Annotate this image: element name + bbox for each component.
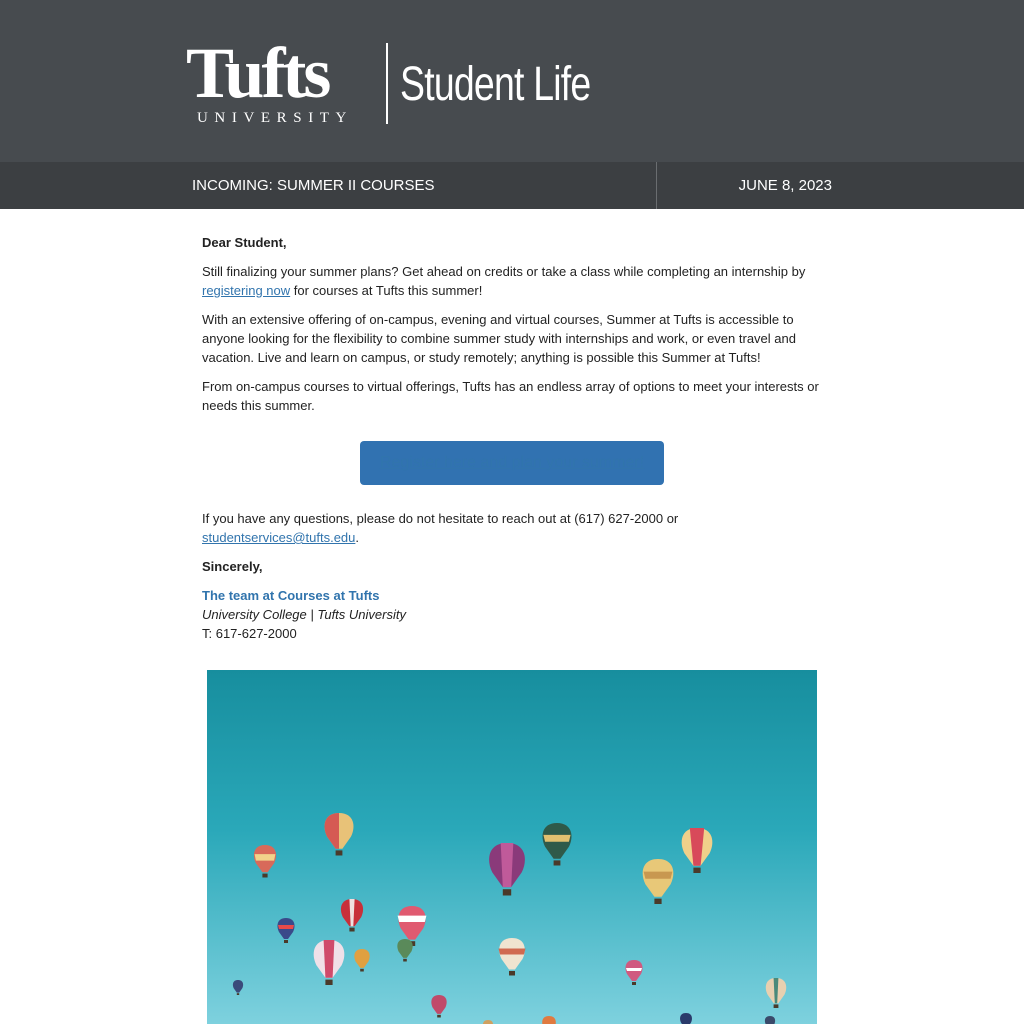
balloons-illustration — [207, 670, 817, 1024]
balloon — [765, 1016, 775, 1024]
newsletter-subject: INCOMING: SUMMER II COURSES — [192, 177, 435, 194]
paragraph-intro — [202, 262, 822, 300]
cta-container — [202, 441, 822, 485]
hot-air-balloons-photo — [207, 670, 817, 1024]
intro-text-end: for courses at Tufts this summer! — [290, 283, 483, 298]
greeting: Dear Student, — [202, 235, 287, 250]
contact-text: If you have any questions, please do not hesitate to reach out at (617) 627-2000 or — [202, 511, 679, 526]
balloon — [680, 1013, 692, 1024]
paragraph-contact — [202, 509, 822, 547]
paragraph-options: From on-campus courses to virtual offerings, Tufts has an endless array of options to meet your interests or needs this summer. — [202, 379, 819, 413]
signature-phone: T: 617-627-2000 — [202, 626, 297, 641]
email-link[interactable]: studentservices@tufts.edu — [202, 530, 356, 545]
tufts-logo-university: UNIVERSITY — [197, 110, 353, 126]
tufts-logo-wordmark: Tufts — [186, 33, 329, 113]
newsletter-date: JUNE 8, 2023 — [738, 177, 832, 194]
logo-divider — [386, 43, 388, 124]
contact-text-end: . — [355, 530, 360, 545]
subheader-bar — [0, 162, 1024, 209]
signature-org: University College | Tufts University — [202, 607, 406, 622]
registering-now-link[interactable]: registering now — [202, 283, 291, 298]
signature-team: The team at Courses at Tufts — [202, 588, 380, 603]
closing: Sincerely, — [202, 559, 263, 574]
intro-text: Still finalizing your summer plans? Get ahead on credits or take a class while completing an internship by — [202, 264, 806, 279]
signature — [202, 586, 822, 643]
student-life-title: Student Life — [400, 58, 591, 111]
email-body — [202, 233, 822, 643]
register-button[interactable]: Register here and plan your summer! — [360, 441, 664, 485]
subheader-divider — [656, 162, 657, 209]
paragraph-offering: With an extensive offering of on-campus, evening and virtual courses, Summer at Tufts is accessible to anyone looking for the flexibility to combine summer study with internships and work, or even travel and vacation. Live and learn on campus, or study remotely; anything is possible this Summer at Tufts! — [202, 312, 796, 365]
